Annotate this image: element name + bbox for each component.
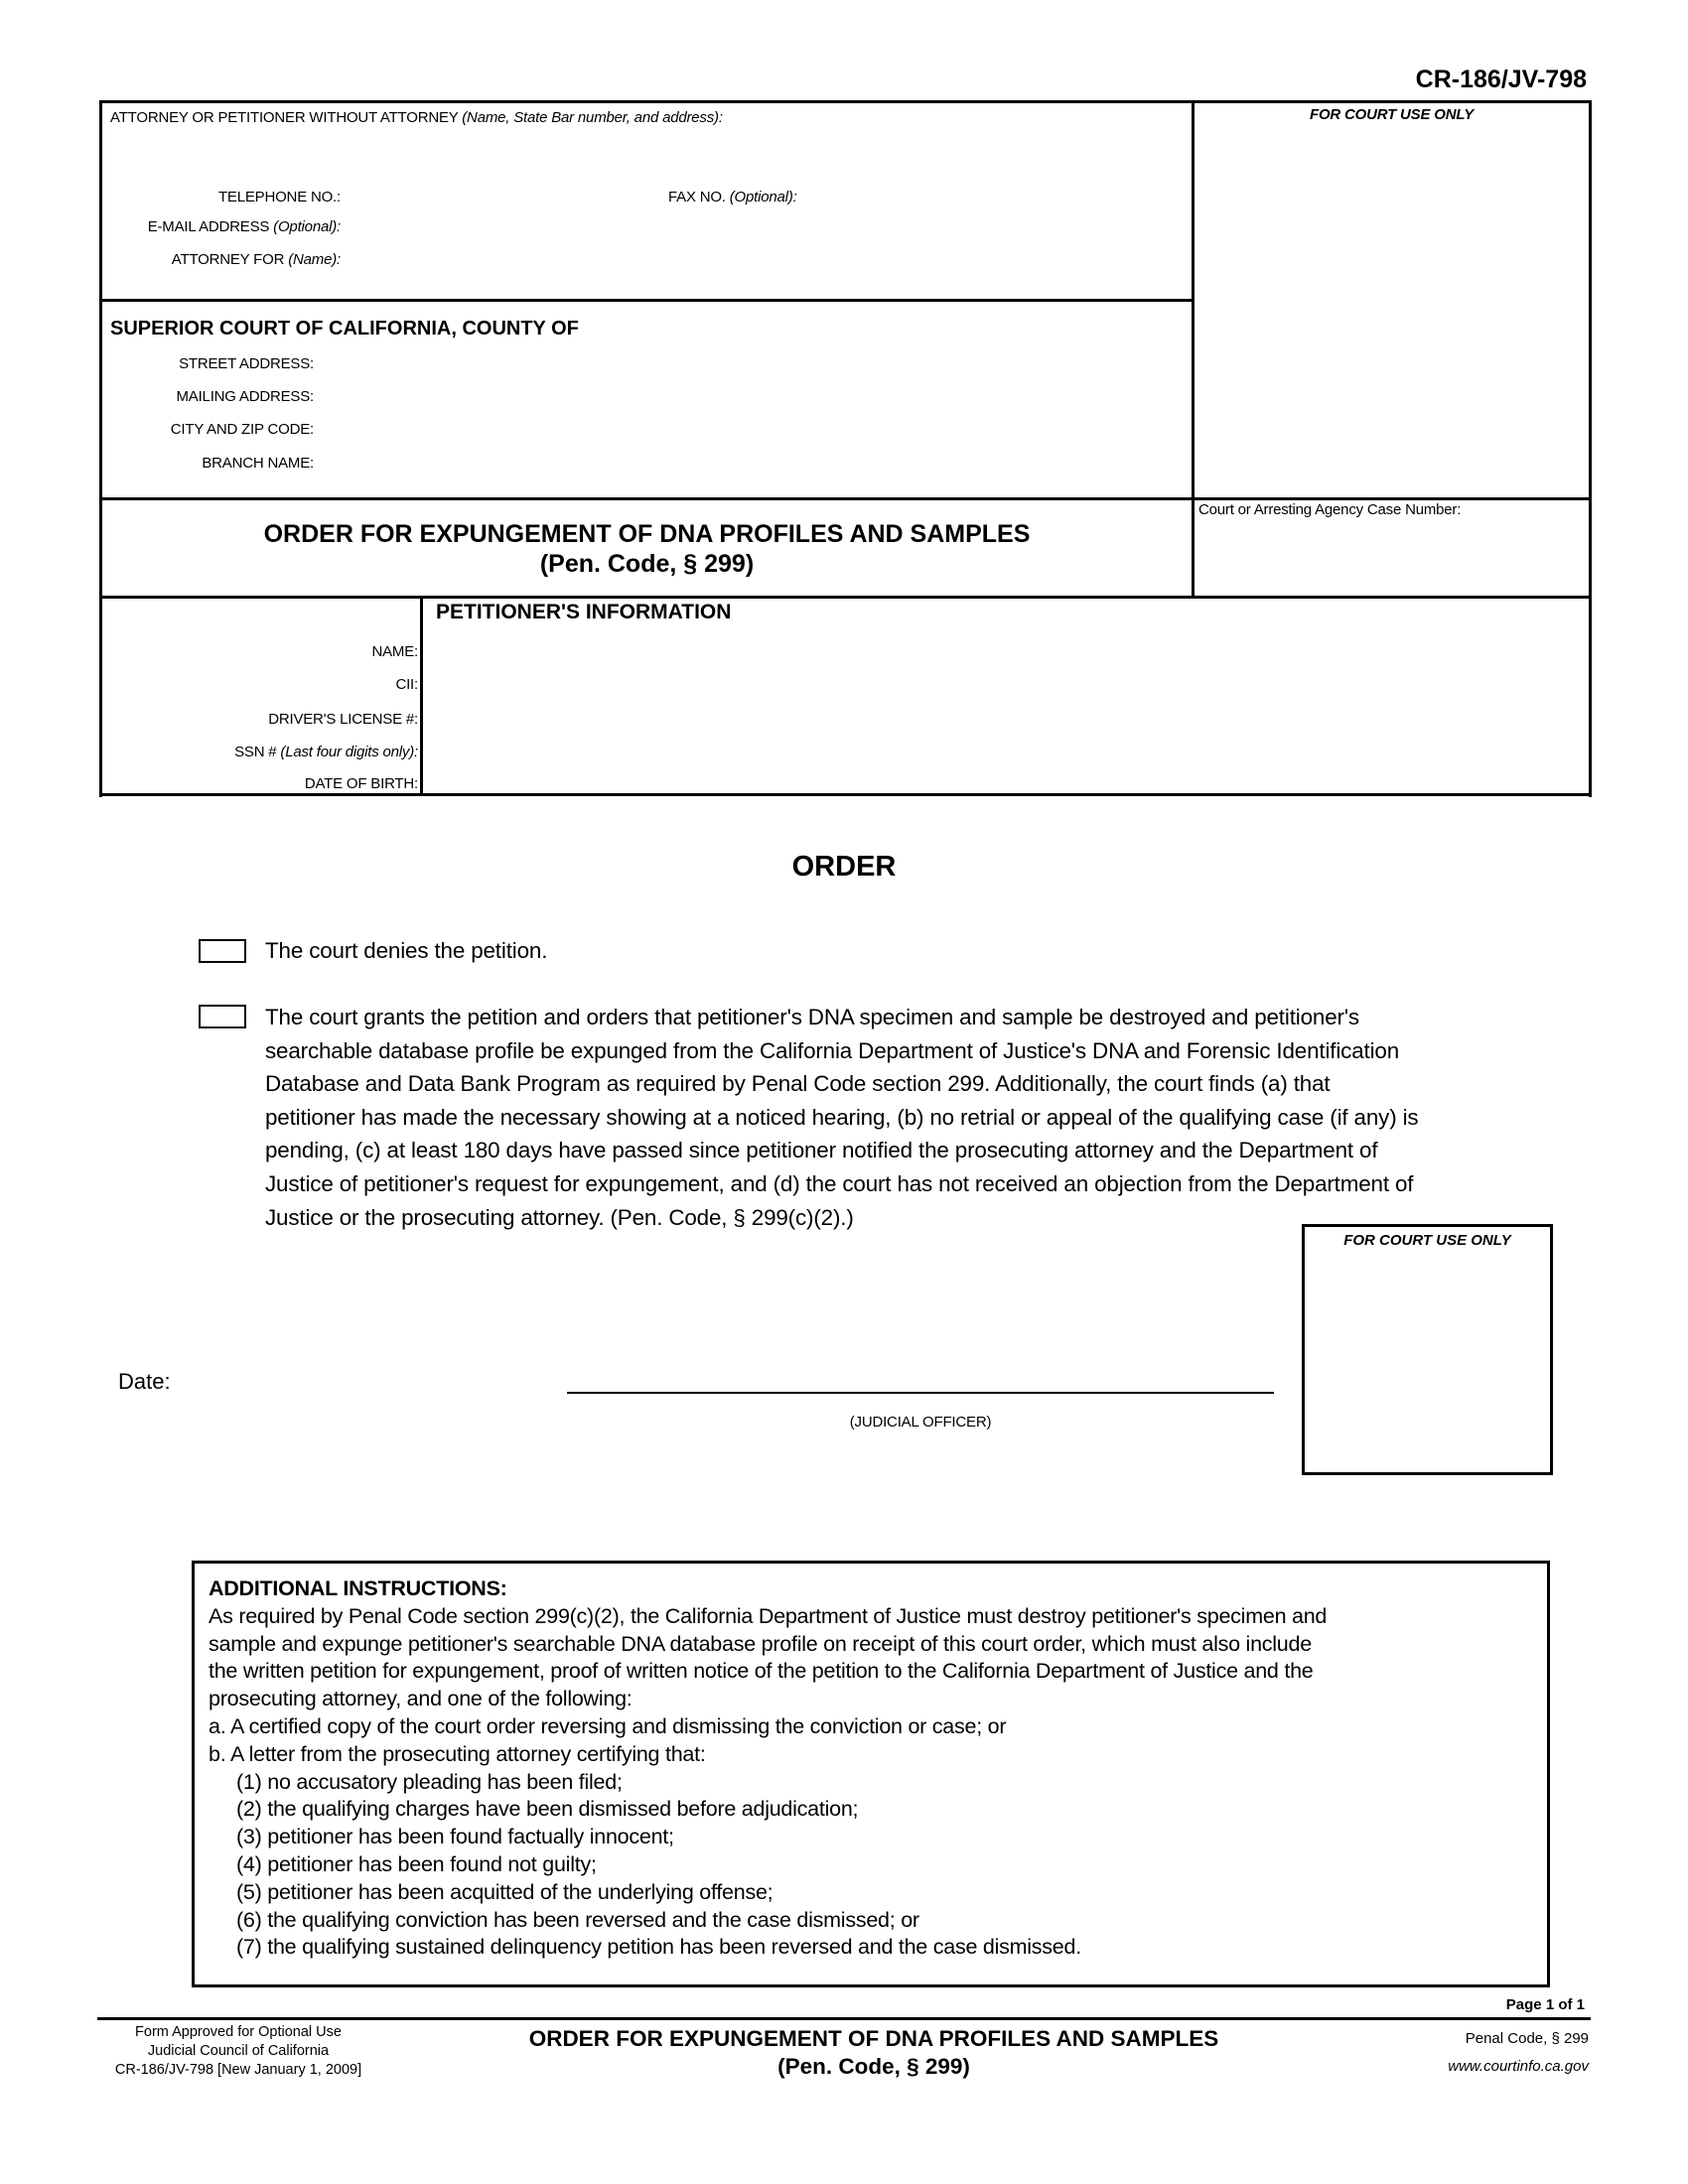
- deny-option-text: The court denies the petition.: [265, 938, 548, 963]
- email-label: [109, 218, 341, 235]
- instruction-sub-items: [209, 1769, 1544, 1963]
- caption-left-border: [99, 100, 102, 797]
- attorney-label: [110, 109, 723, 126]
- attorney-input[interactable]: [110, 131, 1187, 187]
- order-heading: ORDER: [791, 851, 897, 883]
- petitioner-cii-input[interactable]: [429, 673, 1585, 697]
- telephone-label: [109, 189, 341, 205]
- footer-form-revision: CR-186/JV-798 [New January 1, 2009]: [114, 2062, 362, 2078]
- fax-label: [668, 189, 797, 205]
- additional-instructions-box: [192, 1561, 1550, 1987]
- grant-line: searchable database profile be expunged from the California Department of Justice's DNA and Forensic Identification: [265, 1037, 1400, 1063]
- county-input[interactable]: [635, 318, 1186, 343]
- street-address-label: STREET ADDRESS:: [179, 355, 314, 372]
- email-label-hint: (Optional):: [273, 218, 341, 235]
- footer-website-link[interactable]: www.courtinfo.ca.gov: [1448, 2058, 1589, 2075]
- footer-right-info: [1448, 2025, 1589, 2081]
- court-use-divider: [1192, 100, 1195, 599]
- petitioner-top-border: [99, 596, 1592, 599]
- attorney-court-divider: [99, 299, 1193, 302]
- ssn-label-hint: (Last four digits only):: [280, 744, 418, 760]
- title-top-border: [99, 497, 1592, 500]
- court-use-only-label: FOR COURT USE ONLY: [1309, 106, 1475, 123]
- signature-line[interactable]: [567, 1392, 1274, 1394]
- email-label-text: E-MAIL ADDRESS: [147, 218, 270, 235]
- telephone-input[interactable]: [346, 186, 657, 209]
- grant-line: Justice or the prosecuting attorney. (Pen. Code, § 299(c)(2).): [265, 1204, 854, 1230]
- petitioner-dob-input[interactable]: [429, 772, 1585, 794]
- email-input[interactable]: [346, 215, 1184, 239]
- instruction-sub-item: (7) the qualifying sustained delinquency petition has been reversed and the case dismissed.: [236, 1935, 1081, 1960]
- case-number-input[interactable]: [1198, 536, 1585, 564]
- branch-name-input[interactable]: [320, 452, 1184, 476]
- instruction-sub-item: (1) no accusatory pleading has been filed;: [236, 1769, 623, 1794]
- grant-line: Justice of petitioner's request for expungement, and (d) the court has not received an objection from the Department of: [265, 1170, 1414, 1196]
- additional-instructions-heading: ADDITIONAL INSTRUCTIONS:: [209, 1576, 507, 1600]
- footer-title: [437, 2025, 1311, 2081]
- city-zip-input[interactable]: [320, 418, 1184, 442]
- grant-line: pending, (c) at least 180 days have passed since petitioner notified the prosecuting attorney and the Department of: [265, 1138, 1378, 1163]
- petitioner-ssn-input[interactable]: [429, 741, 1585, 764]
- attorney-label-text: ATTORNEY OR PETITIONER WITHOUT ATTORNEY: [110, 109, 459, 126]
- date-label: Date:: [118, 1369, 171, 1394]
- instruction-line: prosecuting attorney, and one of the following:: [209, 1687, 633, 1711]
- branch-name-label: BRANCH NAME:: [202, 455, 314, 472]
- instruction-item-b: b. A letter from the prosecuting attorney certifying that:: [209, 1741, 706, 1766]
- caption-top-border: [99, 100, 1592, 103]
- instruction-sub-item: (5) petitioner has been acquitted of the underlying offense;: [236, 1879, 774, 1904]
- footer-council: Judicial Council of California: [147, 2043, 330, 2059]
- footer-form-info: [79, 2023, 397, 2080]
- attorney-for-label-hint: (Name):: [288, 251, 341, 268]
- attorney-for-input[interactable]: [346, 248, 1184, 272]
- fax-label-hint: (Optional):: [729, 189, 797, 205]
- case-number-label: Court or Arresting Agency Case Number:: [1198, 501, 1462, 518]
- footer-approval: Form Approved for Optional Use: [135, 2024, 342, 2040]
- instruction-item-a: a. A certified copy of the court order reversing and dismissing the conviction or case; or: [209, 1713, 1007, 1738]
- attorney-for-label: [109, 251, 341, 268]
- instruction-line: the written petition for expungement, proof of written notice of the petition to the California Department of Justice and the: [209, 1659, 1314, 1684]
- deny-checkbox[interactable]: [199, 939, 246, 963]
- instruction-sub-item: (4) petitioner has been found not guilty;: [236, 1851, 597, 1876]
- form-title-line1: ORDER FOR EXPUNGEMENT OF DNA PROFILES AND SAMPLES: [263, 520, 1031, 548]
- ssn-label-text: SSN #: [234, 744, 277, 760]
- grant-checkbox[interactable]: [199, 1005, 246, 1028]
- court-heading: SUPERIOR COURT OF CALIFORNIA, COUNTY OF: [110, 318, 579, 340]
- petitioner-dl-label: DRIVER'S LICENSE #:: [268, 711, 418, 728]
- petitioner-label-divider: [420, 596, 423, 796]
- petitioner-ssn-label: [103, 744, 418, 760]
- city-zip-label: CITY AND ZIP CODE:: [170, 421, 314, 438]
- form-title-line2: (Pen. Code, § 299): [539, 550, 755, 578]
- court-use-only-box: [1302, 1224, 1553, 1475]
- judicial-officer-label: (JUDICIAL OFFICER): [849, 1414, 992, 1431]
- telephone-label-text: TELEPHONE NO.:: [217, 189, 341, 205]
- instruction-sub-item: (3) petitioner has been found factually innocent;: [236, 1825, 674, 1849]
- attorney-label-hint: (Name, State Bar number, and address):: [462, 109, 723, 126]
- grant-line: Database and Data Bank Program as required by Penal Code section 299. Additionally, the court finds (a) that: [265, 1071, 1331, 1097]
- petitioner-dob-label: DATE OF BIRTH:: [304, 775, 418, 792]
- page-number: Page 1 of 1: [1505, 1996, 1585, 2013]
- fax-input[interactable]: [822, 186, 1184, 209]
- date-input[interactable]: [189, 1367, 550, 1395]
- form-title: [102, 519, 1192, 579]
- petitioner-cii-label: CII:: [395, 676, 418, 693]
- footer-penal-code: Penal Code, § 299: [1465, 2030, 1589, 2047]
- grant-line: petitioner has made the necessary showing at a noticed hearing, (b) no retrial or appeal of the qualifying case (if any) is: [265, 1104, 1419, 1130]
- footer-title-line2: (Pen. Code, § 299): [777, 2054, 970, 2079]
- form-number: CR-186/JV-798: [1415, 66, 1587, 93]
- fax-label-text: FAX NO.: [668, 189, 726, 205]
- caption-right-border: [1589, 100, 1592, 797]
- instruction-line: As required by Penal Code section 299(c)(2), the California Department of Justice must destroy petitioner's specimen and: [209, 1603, 1328, 1628]
- mailing-address-label: MAILING ADDRESS:: [176, 388, 314, 405]
- instruction-line: sample and expunge petitioner's searchable DNA database profile on receipt of this court order, which must also include: [209, 1631, 1312, 1656]
- petitioner-name-label: NAME:: [371, 643, 418, 660]
- grant-line: The court grants the petition and orders that petitioner's DNA specimen and sample be destroyed and petitioner's: [265, 1005, 1359, 1029]
- footer-rule: [97, 2017, 1591, 2020]
- petitioner-heading: PETITIONER'S INFORMATION: [436, 601, 732, 623]
- petitioner-dl-input[interactable]: [429, 708, 1585, 732]
- mailing-address-input[interactable]: [320, 385, 1184, 409]
- court-use-only-box-label: FOR COURT USE ONLY: [1343, 1232, 1511, 1249]
- attorney-for-label-text: ATTORNEY FOR: [171, 251, 285, 268]
- additional-instructions-content: [209, 1575, 1544, 1962]
- grant-option-text: [265, 1001, 1576, 1234]
- instruction-sub-item: (6) the qualifying conviction has been reversed and the case dismissed; or: [236, 1907, 919, 1932]
- street-address-input[interactable]: [320, 352, 1184, 376]
- footer-title-line1: ORDER FOR EXPUNGEMENT OF DNA PROFILES AND SAMPLES: [528, 2026, 1219, 2051]
- instruction-sub-item: (2) the qualifying charges have been dismissed before adjudication;: [236, 1797, 859, 1822]
- petitioner-name-input[interactable]: [429, 640, 1585, 664]
